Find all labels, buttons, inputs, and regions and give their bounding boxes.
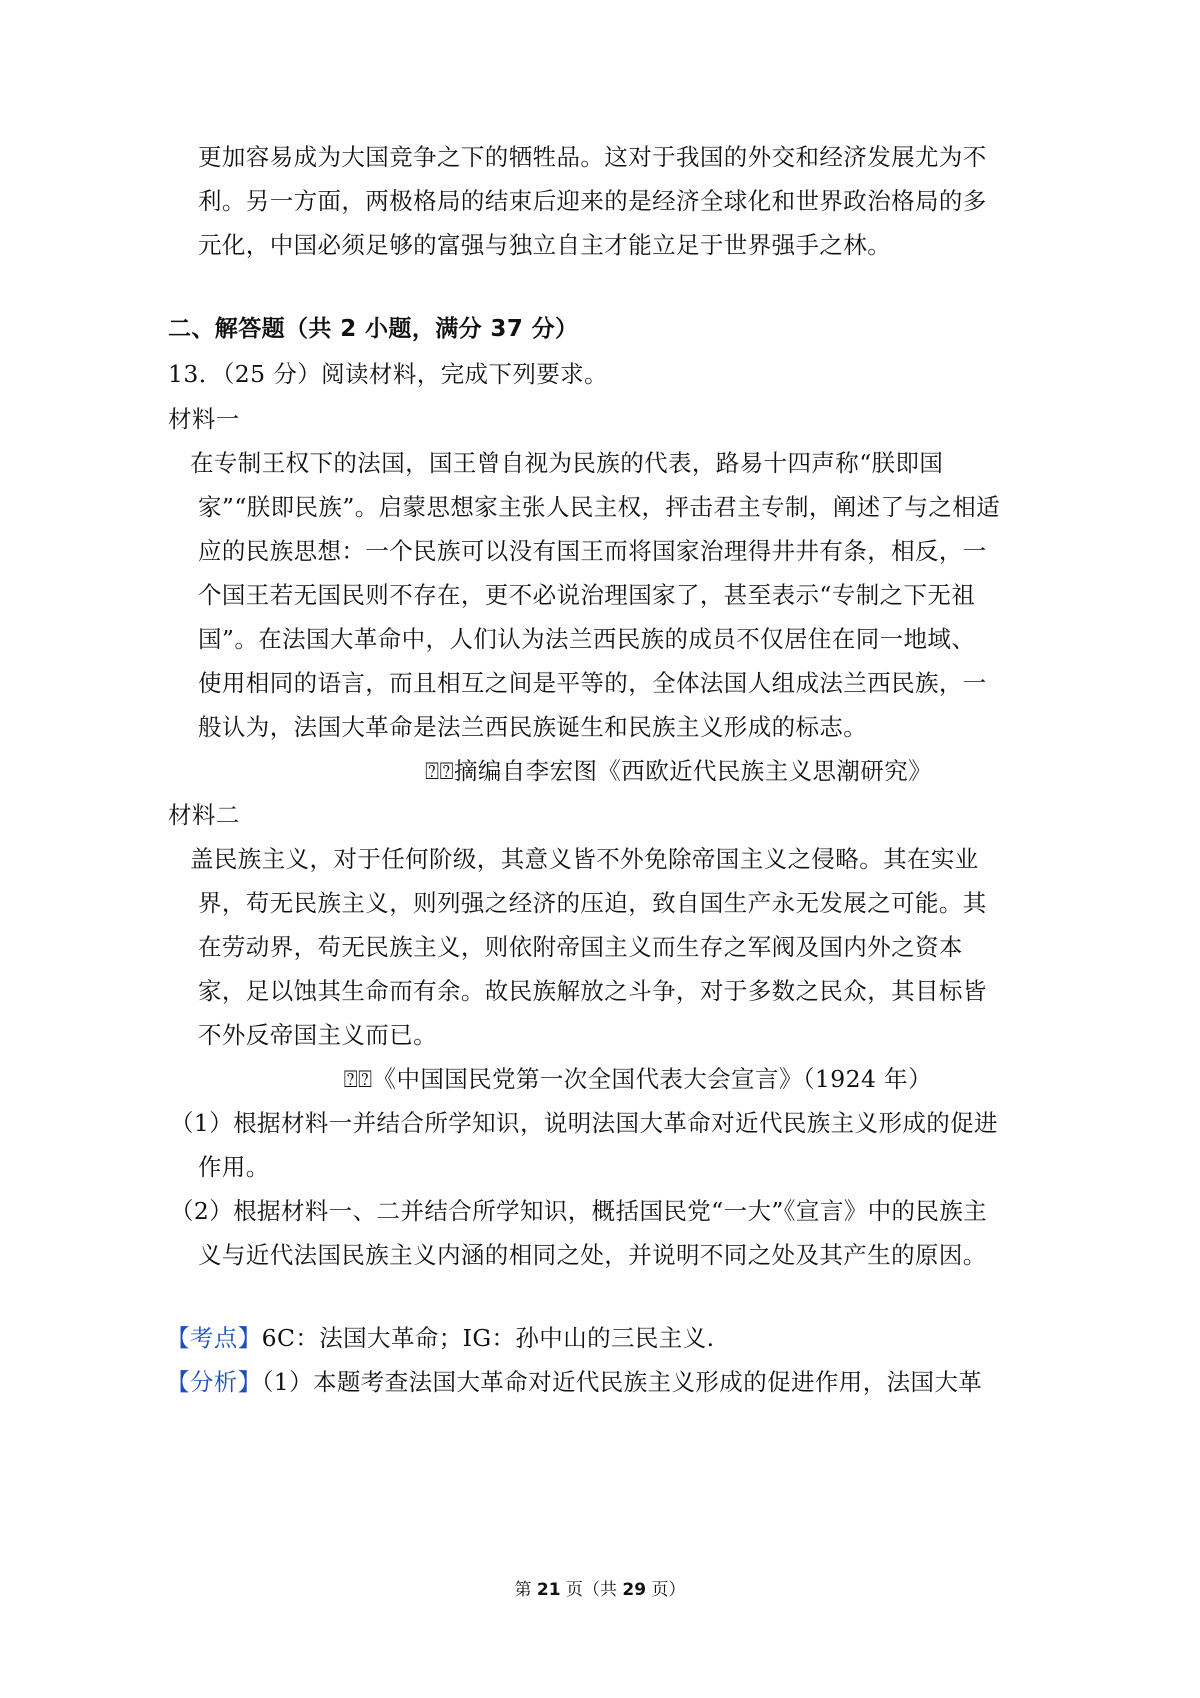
footer-middle: 页（共 [560, 1580, 623, 1600]
material1-label: 材料一 [168, 405, 240, 433]
continuation-line: 利。另一方面，两极格局的结束后迎来的是经济全球化和世界政治格局的多 [198, 187, 987, 215]
kaodian-tag: 【考点】 [166, 1324, 262, 1352]
material1-line: 般认为，法国大革命是法兰西民族诞生和民族主义形成的标志。 [198, 713, 868, 741]
material1-line: 国”。在法国大革命中，人们认为法兰西民族的成员不仅居住在同一地域、 [198, 625, 976, 653]
footer-suffix: 页） [646, 1580, 686, 1600]
section-heading: 二、解答题（共 2 小题，满分 37 分） [168, 316, 579, 342]
kaodian-text: 6C：法国大革命；IG：孙中山的三民主义. [261, 1324, 715, 1352]
material2-line: 不外反帝国主义而已。 [198, 1021, 437, 1049]
continuation-line: 元化，中国必须足够的富强与独立自主才能立足于世界强手之林。 [198, 231, 892, 259]
sub-question-1-line: （1）根据材料一并结合所学知识，说明法国大革命对近代民族主义形成的促进 [170, 1109, 998, 1137]
sub-question-2-line: （2）根据材料一、二并结合所学知识，概括国民党“一大”《宣言》中的民族主 [170, 1197, 988, 1225]
page-footer [0, 1578, 1200, 1602]
fenxi-text: （1）本题考查法国大革命对近代民族主义形成的促进作用，法国大革 [261, 1368, 983, 1396]
material1-line: 使用相同的语言，而且相互之间是平等的，全体法国人组成法兰西民族，一 [198, 669, 987, 697]
footer-prefix: 第 [514, 1580, 537, 1600]
kaodian-line [166, 1322, 714, 1354]
material2-source: ⍰⍰《中国国民党第一次全国代表大会宣言》（1924 年） [343, 1065, 932, 1093]
material1-line: 应的民族思想：一个民族可以没有国王而将国家治理得井井有条，相反，一 [198, 537, 987, 565]
material2-line: 盖民族主义，对于任何阶级，其意义皆不外免除帝国主义之侵略。其在实业 [190, 845, 979, 873]
sub-question-1-line: 作用。 [198, 1153, 270, 1181]
fenxi-tag: 【分析】 [166, 1368, 262, 1396]
material2-line: 界，苟无民族主义，则列强之经济的压迫，致自国生产永无发展之可能。其 [198, 889, 987, 917]
question-header: 13．（25 分）阅读材料，完成下列要求。 [168, 360, 608, 388]
material2-line: 在劳动界，苟无民族主义，则依附帝国主义而生存之军阀及国内外之资本 [198, 933, 963, 961]
continuation-line: 更加容易成为大国竞争之下的牺牲品。这对于我国的外交和经济发展尤为不 [198, 143, 987, 171]
fenxi-line [166, 1366, 982, 1398]
sub-question-2-line: 义与近代法国民族主义内涵的相同之处，并说明不同之处及其产生的原因。 [198, 1241, 987, 1269]
material1-line: 家”“朕即民族”。启蒙思想家主张人民主权，抨击君主专制，阐述了与之相适 [198, 493, 1001, 521]
material2-label: 材料二 [168, 801, 240, 829]
material1-source: ⍰⍰摘编自李宏图《西欧近代民族主义思潮研究》 [425, 757, 932, 785]
material1-line: 个国王若无国民则不存在，更不必说治理国家了，甚至表示“专制之下无祖 [198, 581, 976, 609]
footer-total-pages: 29 [622, 1580, 647, 1600]
material1-line: 在专制王权下的法国，国王曾自视为民族的代表，路易十四声称“朕即国 [190, 449, 944, 477]
footer-page-number: 21 [536, 1580, 561, 1600]
material2-line: 家，足以蚀其生命而有余。故民族解放之斗争，对于多数之民众，其目标皆 [198, 977, 987, 1005]
